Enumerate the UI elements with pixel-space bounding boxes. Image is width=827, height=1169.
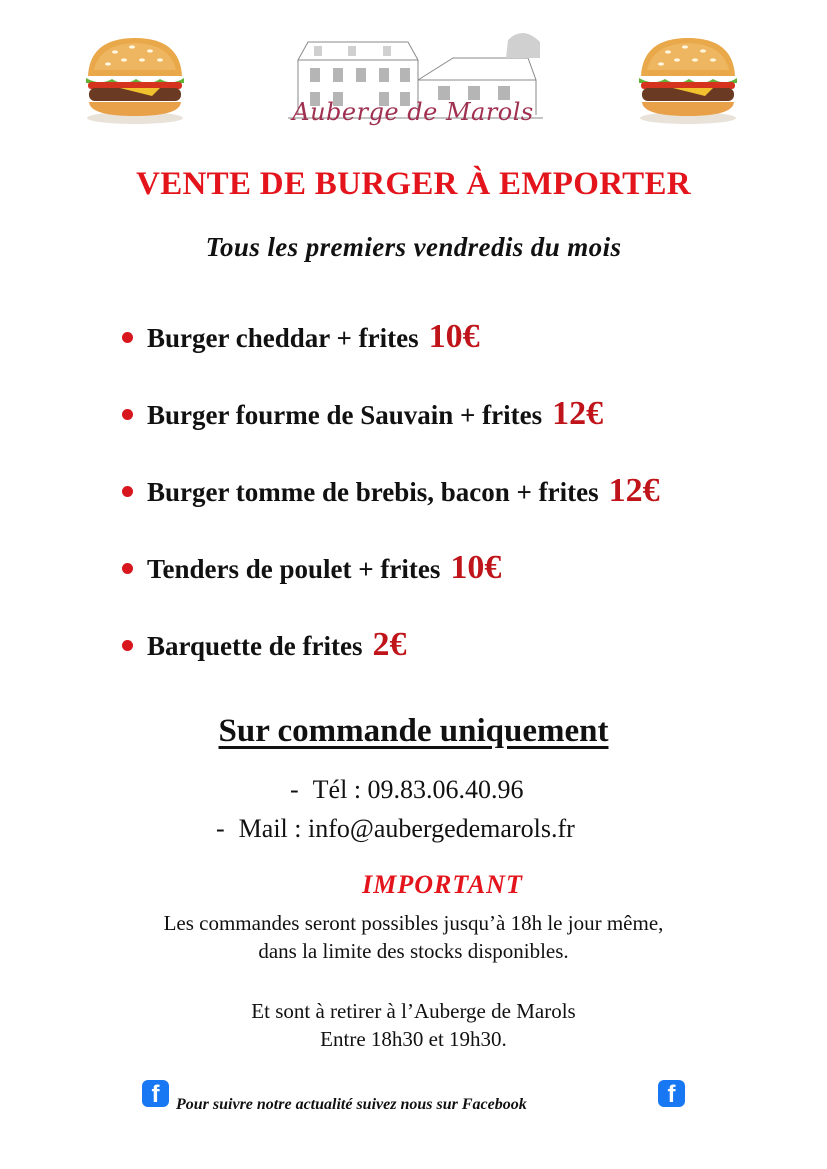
menu-item bbox=[122, 318, 480, 356]
facebook-icon[interactable]: f bbox=[658, 1080, 685, 1107]
bullet-icon bbox=[122, 563, 133, 574]
page-title: VENTE DE BURGER À EMPORTER bbox=[136, 166, 691, 202]
logo-wordmark: Auberge de Marols bbox=[292, 98, 534, 126]
bullet-icon bbox=[122, 409, 133, 420]
dash: - bbox=[216, 814, 225, 843]
bullet-icon bbox=[122, 332, 133, 343]
menu-item bbox=[122, 395, 603, 433]
bullet-icon bbox=[122, 486, 133, 497]
bullet-icon bbox=[122, 640, 133, 651]
menu-item-name: Tenders de poulet + frites bbox=[147, 554, 441, 584]
facebook-follow-text: Pour suivre notre actualité suivez nous sur Facebook bbox=[176, 1096, 527, 1113]
pickup-info-line: Et sont à retirer à l’Auberge de Marols bbox=[251, 999, 576, 1023]
menu-item-price: 12€ bbox=[608, 472, 660, 509]
menu-item bbox=[122, 626, 406, 664]
menu-item-price: 12€ bbox=[552, 395, 604, 432]
order-condition-line: Les commandes seront possibles jusqu’à 18h le jour même, bbox=[163, 911, 664, 935]
menu-item bbox=[122, 472, 660, 510]
menu-item bbox=[122, 549, 501, 587]
burger-illustration-right bbox=[633, 30, 743, 130]
phone-line bbox=[290, 775, 524, 805]
menu-item-price: 2€ bbox=[372, 626, 407, 663]
email-address: Mail : info@aubergedemarols.fr bbox=[238, 814, 575, 843]
page-subtitle: Tous les premiers vendredis du mois bbox=[205, 232, 622, 262]
menu-item-name: Burger tomme de brebis, bacon + frites bbox=[147, 477, 599, 507]
order-heading: Sur commande uniquement bbox=[218, 713, 609, 749]
facebook-icon[interactable]: f bbox=[142, 1080, 169, 1107]
order-condition-line: dans la limite des stocks disponibles. bbox=[258, 939, 569, 963]
pickup-hours-line: Entre 18h30 et 19h30. bbox=[320, 1027, 507, 1051]
menu-item-name: Barquette de frites bbox=[147, 631, 363, 661]
phone-number: Tél : 09.83.06.40.96 bbox=[312, 775, 524, 804]
menu-item-name: Burger cheddar + frites bbox=[147, 323, 419, 353]
menu-item-name: Burger fourme de Sauvain + frites bbox=[147, 400, 543, 430]
menu-item-price: 10€ bbox=[428, 318, 480, 355]
important-label: IMPORTANT bbox=[362, 870, 523, 899]
mail-line bbox=[216, 814, 575, 844]
menu-item-price: 10€ bbox=[450, 549, 502, 586]
burger-illustration-left bbox=[80, 30, 190, 130]
dash: - bbox=[290, 775, 299, 804]
